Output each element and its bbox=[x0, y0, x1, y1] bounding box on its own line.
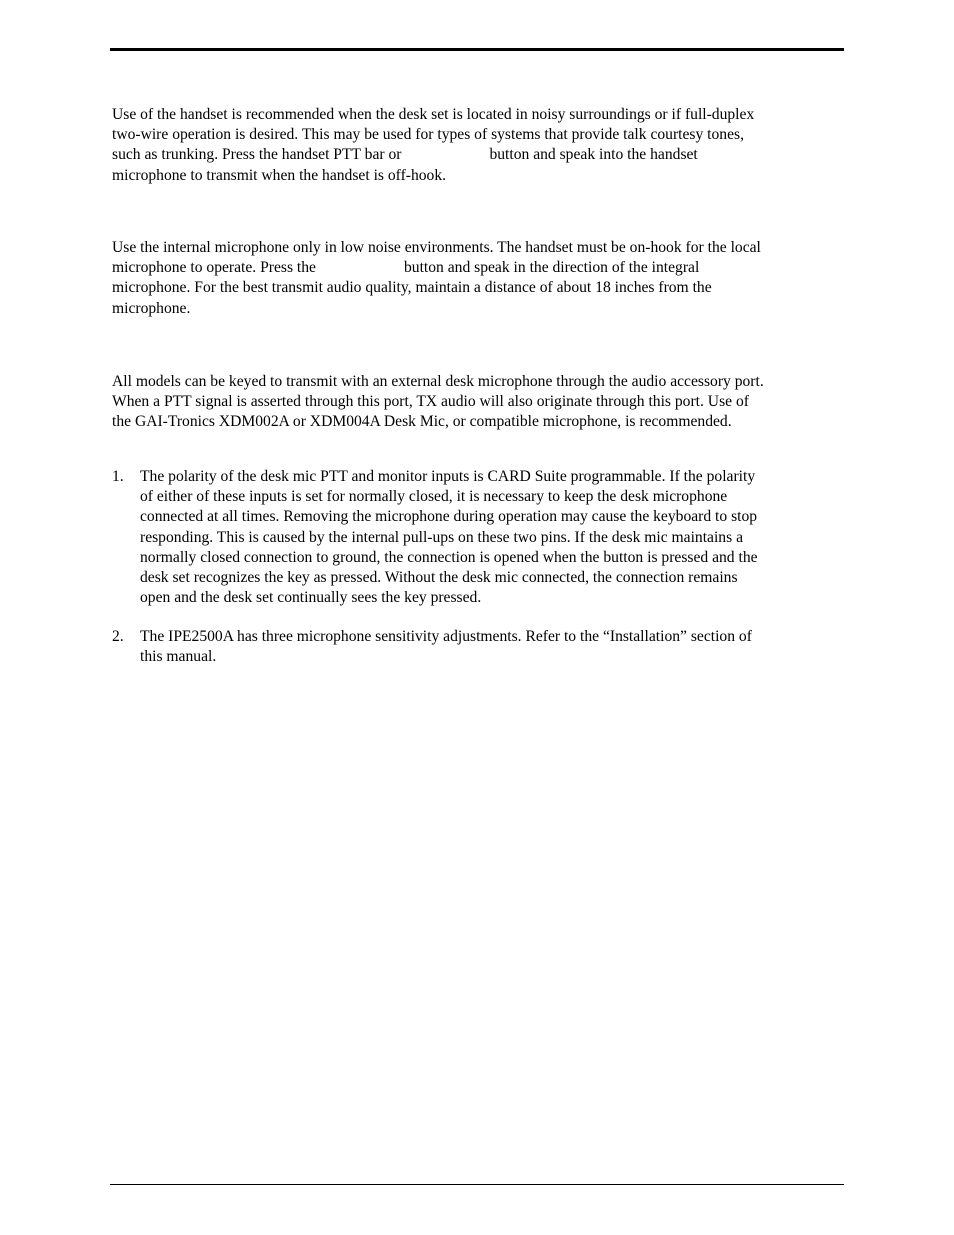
text-line: of either of these inputs is set for normally closed, it is necessary to keep the desk microphone bbox=[140, 488, 728, 506]
text-line: microphone to transmit when the handset is off-hook. bbox=[112, 166, 447, 184]
text-line: All models can be keyed to transmit with an external desk microphone through the audio accessory port. bbox=[112, 373, 764, 390]
note-number: 2. bbox=[112, 628, 124, 645]
text-fragment: button and speak into the handset bbox=[489, 146, 698, 164]
handset-paragraph bbox=[112, 105, 842, 186]
note-item-1 bbox=[112, 467, 842, 608]
text-fragment: microphone to operate. Press the bbox=[112, 259, 316, 277]
text-line: Use of the handset is recommended when the desk set is located in noisy surroundings or if full-duplex bbox=[112, 106, 755, 123]
text-line: When a PTT signal is asserted through this port, TX audio will also originate through this port. Use of bbox=[112, 393, 749, 411]
note-body bbox=[140, 627, 842, 667]
text-fragment: such as trunking. Press the handset PTT bar or bbox=[112, 146, 402, 164]
note-item-2 bbox=[112, 627, 842, 667]
text-line: open and the desk set continually sees the key pressed. bbox=[140, 589, 482, 607]
text-line: the GAI-Tronics XDM002A or XDM004A Desk Mic, or compatible microphone, is recommended. bbox=[112, 413, 732, 431]
internal-mic-paragraph bbox=[112, 238, 842, 319]
text-line: two-wire operation is desired. This may be used for types of systems that provide talk courtesy tones, bbox=[112, 126, 744, 144]
text-line bbox=[112, 258, 842, 278]
desk-mic-paragraph bbox=[112, 372, 842, 433]
text-line: normally closed connection to ground, the connection is opened when the button is pressed and the bbox=[140, 548, 758, 566]
note-number: 1. bbox=[112, 468, 124, 485]
note-body bbox=[140, 467, 842, 608]
text-line: responding. This is caused by the internal pull-ups on these two pins. If the desk mic maintains a bbox=[140, 528, 743, 546]
text-line: microphone. For the best transmit audio quality, maintain a distance of about 18 inches from the bbox=[112, 279, 712, 297]
text-line: The polarity of the desk mic PTT and monitor inputs is CARD Suite programmable. If the polarity bbox=[140, 468, 756, 485]
text-line: this manual. bbox=[140, 648, 217, 666]
text-line bbox=[112, 145, 842, 165]
header-rule bbox=[110, 48, 844, 51]
text-line: microphone. bbox=[112, 299, 191, 317]
text-line: The IPE2500A has three microphone sensitivity adjustments. Refer to the “Installation” section of bbox=[140, 628, 752, 645]
text-line: connected at all times. Removing the microphone during operation may cause the keyboard to stop bbox=[140, 508, 758, 526]
text-fragment: button and speak in the direction of the integral bbox=[403, 259, 700, 277]
text-line: desk set recognizes the key as pressed. Without the desk mic connected, the connection remains bbox=[140, 569, 738, 587]
footer-rule bbox=[110, 1184, 844, 1185]
text-line: Use the internal microphone only in low noise environments. The handset must be on-hook for the local bbox=[112, 239, 761, 256]
